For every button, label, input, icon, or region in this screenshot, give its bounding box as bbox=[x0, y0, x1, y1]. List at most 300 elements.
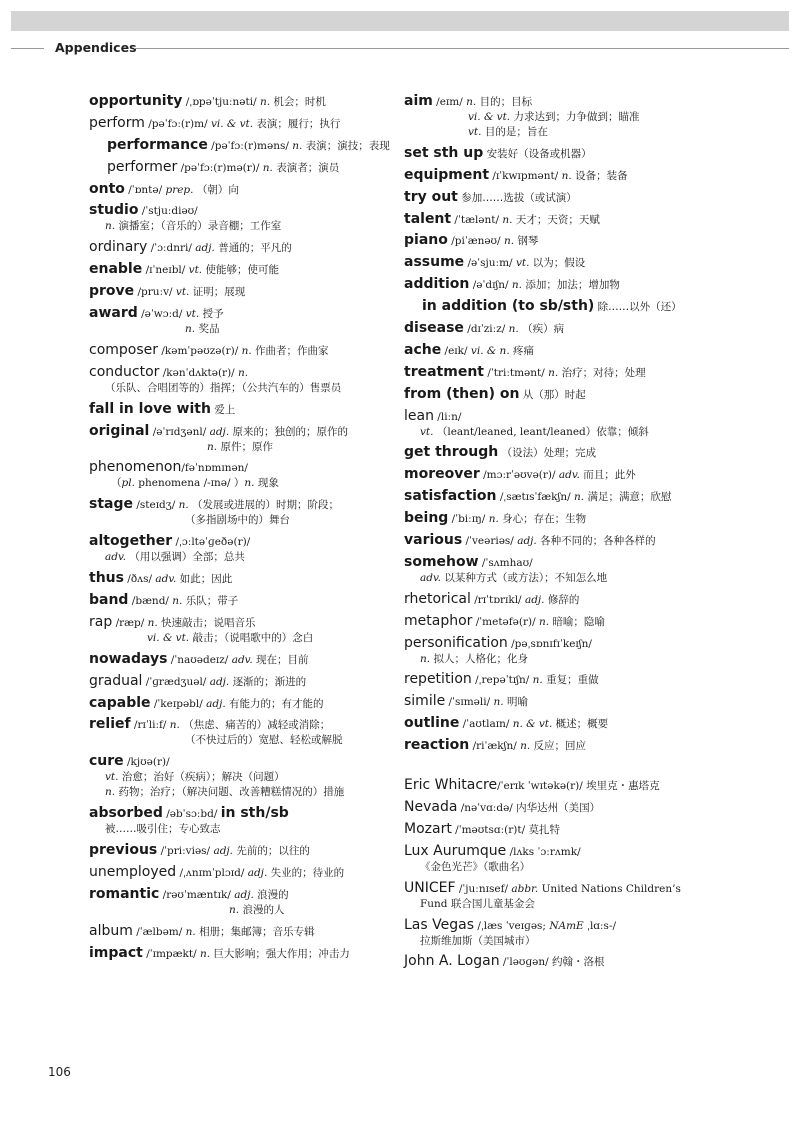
entry-line bbox=[89, 424, 394, 439]
entry-continuation bbox=[404, 425, 734, 439]
headword: disease bbox=[404, 320, 464, 337]
entry-line bbox=[89, 946, 394, 961]
phonetic: /dɪˈziːz/ bbox=[463, 323, 509, 336]
part-of-speech: adv. bbox=[155, 573, 177, 586]
phonetic: /ræp/ bbox=[112, 616, 148, 629]
translation: 各种不同的；各种各样的 bbox=[536, 535, 656, 548]
phonetic: /ˈstjuːdiəʊ/ bbox=[138, 205, 198, 218]
glossary-entry bbox=[89, 717, 394, 747]
headword: thus bbox=[89, 570, 124, 587]
glossary-entry bbox=[89, 674, 394, 689]
phonetic: /ˈɔːdnri/ bbox=[147, 242, 196, 255]
phonetic: /əˈwɔːd/ bbox=[137, 308, 186, 321]
headword: opportunity bbox=[89, 93, 183, 109]
part-of-speech: n. bbox=[511, 279, 523, 292]
headword: repetition bbox=[404, 671, 472, 688]
phonetic: /ˈsʌmhaʊ/ bbox=[478, 556, 533, 569]
headword: previous bbox=[89, 842, 158, 859]
entry-line bbox=[89, 402, 394, 417]
entry-line bbox=[89, 203, 394, 218]
glossary-entry bbox=[89, 497, 394, 527]
glossary-entry bbox=[404, 146, 734, 161]
entry-line bbox=[89, 865, 394, 880]
entry-continuation bbox=[404, 934, 734, 948]
entry-line bbox=[404, 822, 734, 837]
phonetic: /pəˈfɔː(r)mə(r)/ bbox=[177, 161, 263, 174]
part-of-speech: vt. bbox=[468, 126, 482, 138]
part-of-speech: n. bbox=[548, 366, 559, 379]
translation: 约翰・洛根 bbox=[552, 956, 605, 969]
part-of-speech: n. bbox=[169, 719, 180, 732]
headword: from (then) on bbox=[404, 385, 520, 402]
translation: 现象 bbox=[254, 477, 279, 490]
translation: 逐渐的；渐进的 bbox=[229, 675, 307, 688]
headword: somehow bbox=[404, 553, 479, 570]
headword: moreover bbox=[404, 466, 480, 483]
section-title: Appendices bbox=[55, 40, 137, 55]
glossary-entry bbox=[404, 212, 734, 227]
entry-continuation bbox=[89, 770, 394, 784]
translation: 明喻 bbox=[503, 696, 528, 709]
glossary-entry bbox=[89, 138, 394, 153]
translation: 爱上 bbox=[210, 403, 236, 416]
entry-line bbox=[89, 343, 394, 358]
glossary-entry bbox=[89, 696, 394, 711]
headword: album bbox=[89, 922, 133, 939]
part-of-speech: vi. & vt. bbox=[210, 117, 254, 130]
translation: 治疗；对待；处理 bbox=[558, 366, 646, 379]
glossary-entry bbox=[404, 614, 734, 629]
glossary-entry bbox=[404, 954, 734, 969]
phonetic: /kənˈdʌktə(r)/ bbox=[159, 366, 239, 379]
entry-line bbox=[89, 460, 394, 475]
phonetic: /ˈerɪk ˈwɪtəkə(r)/ bbox=[497, 780, 587, 793]
phonetic: /rɪˈtɒrɪkl/ bbox=[470, 593, 525, 606]
phonetic: /ˈveəriəs/ bbox=[462, 535, 518, 548]
glossary-entry bbox=[89, 424, 394, 454]
headword: reaction bbox=[404, 737, 470, 754]
glossary-entry bbox=[404, 387, 734, 402]
translation: 表演；履行；执行 bbox=[253, 117, 341, 130]
headword: try out bbox=[404, 188, 458, 205]
phonetic: /mɔːrˈəʊvə(r)/ bbox=[479, 469, 559, 482]
headword: simile bbox=[404, 693, 446, 710]
glossary-entry bbox=[404, 299, 734, 314]
part-of-speech: n. bbox=[493, 696, 504, 709]
glossary-entry bbox=[89, 284, 394, 299]
glossary-entry bbox=[404, 94, 734, 139]
entry-line bbox=[404, 738, 734, 753]
glossary-entry bbox=[404, 844, 734, 874]
phonetic: /eɪk/ bbox=[441, 344, 471, 357]
part-of-speech: vt. bbox=[105, 771, 119, 784]
entry-continuation bbox=[89, 219, 394, 233]
translation: 从（那）时起 bbox=[519, 388, 586, 401]
headword: in sth/sb bbox=[220, 805, 289, 822]
entry-line bbox=[404, 778, 734, 793]
phonetic: /rəʊˈmæntɪk/ bbox=[159, 888, 235, 901]
glossary-entry bbox=[404, 168, 734, 183]
glossary-entry bbox=[404, 672, 734, 687]
translation: 机会；时机 bbox=[270, 96, 326, 108]
translation: 浪漫的人 bbox=[239, 903, 285, 916]
translation: （乐队、合唱团等的）指挥；（公共汽车的）售票员 bbox=[105, 381, 342, 394]
entry-line bbox=[404, 146, 734, 161]
part-of-speech: n. bbox=[292, 139, 303, 152]
part-of-speech: n. bbox=[178, 499, 189, 512]
phonetic: /ˈɪmpækt/ bbox=[142, 947, 200, 960]
translation: 原来的；独创的；原作的 bbox=[229, 425, 348, 438]
part-of-speech: adj. bbox=[524, 593, 545, 606]
part-of-speech: n. bbox=[262, 161, 273, 174]
header-rule-left bbox=[11, 48, 44, 49]
glossary-entry bbox=[89, 343, 394, 358]
glossary-entry bbox=[89, 365, 394, 395]
entry-continuation bbox=[89, 381, 394, 395]
translation: 满足；满意；欣慰 bbox=[584, 491, 672, 504]
translation: ） bbox=[230, 477, 245, 490]
headword: altogether bbox=[89, 533, 173, 550]
part-of-speech: adj. bbox=[209, 425, 230, 438]
translation: 重复；重做 bbox=[542, 674, 599, 687]
entry-line bbox=[404, 321, 734, 336]
glossary-entry bbox=[89, 924, 394, 939]
part-of-speech: n. bbox=[466, 96, 477, 108]
part-of-speech: n. bbox=[185, 323, 196, 336]
entry-line bbox=[89, 497, 394, 512]
part-of-speech: adv. bbox=[420, 571, 442, 584]
part-of-speech: adj. bbox=[195, 242, 215, 255]
glossary-entry bbox=[404, 778, 734, 793]
glossary-entry bbox=[404, 467, 734, 482]
glossary-entry bbox=[404, 592, 734, 607]
headword: impact bbox=[89, 944, 143, 961]
translation: 钢琴 bbox=[514, 235, 539, 248]
entry-line bbox=[404, 555, 734, 570]
headword: unemployed bbox=[89, 864, 177, 881]
translation: 被……吸引住；专心致志 bbox=[105, 823, 221, 836]
translation: （焦虑、痛苦的）减轻或消除； bbox=[179, 719, 331, 732]
headword: perform bbox=[89, 114, 145, 131]
translation: 如此；因此 bbox=[176, 573, 233, 586]
phonetic: /kjʊə(r)/ bbox=[123, 756, 170, 769]
glossary-entry bbox=[89, 94, 394, 109]
phonetic: /ˌɒpəˈtjuːnəti/ bbox=[182, 96, 260, 108]
phonetic: /riˈækʃn/ bbox=[469, 740, 521, 753]
translation: 表演；演技；表现 bbox=[302, 139, 390, 152]
headword: ache bbox=[404, 341, 442, 358]
part-of-speech: adv. bbox=[558, 469, 580, 482]
entry-line bbox=[404, 844, 734, 859]
headword: in addition (to sb/sth) bbox=[422, 298, 595, 315]
part-of-speech: n. bbox=[574, 491, 585, 504]
translation: 参加……选拔（或试演） bbox=[457, 191, 577, 204]
part-of-speech: vt. bbox=[188, 264, 203, 277]
phonetic: /ˌsætɪsˈfækʃn/ bbox=[496, 491, 575, 504]
entry-line bbox=[404, 716, 734, 731]
glossary-entry bbox=[404, 445, 734, 460]
translation: 演播室；（音乐的）录音棚；工作室 bbox=[115, 220, 282, 233]
glossary-entry bbox=[89, 806, 394, 836]
phonetic: /pəˌsɒnɪfɪˈkeɪʃn/ bbox=[507, 637, 592, 650]
glossary-entry bbox=[89, 240, 394, 255]
translation: 先前的；以往的 bbox=[233, 845, 310, 858]
translation: 联合国儿童基金会 bbox=[450, 897, 535, 910]
headword: treatment bbox=[404, 363, 484, 380]
phonetic: /ˈɡrædʒuəl/ bbox=[142, 675, 210, 688]
headword: rhetorical bbox=[404, 590, 471, 607]
translation: 除……以外（还） bbox=[594, 301, 682, 314]
entry-line bbox=[89, 593, 394, 608]
entry-continuation bbox=[89, 733, 394, 747]
headword: Las Vegas bbox=[404, 916, 474, 933]
translation: 乐队；带子 bbox=[182, 595, 239, 608]
part-of-speech: n. bbox=[229, 903, 240, 916]
translation: 证明；展现 bbox=[189, 286, 246, 299]
glossary-entry bbox=[89, 203, 394, 233]
phonetic: /ˌɔːltəˈɡeðə(r)/ bbox=[172, 536, 251, 549]
phonetic: /ˌrepəˈtɪʃn/ bbox=[471, 674, 533, 687]
translation: 暗喻；隐喻 bbox=[549, 615, 605, 628]
headword: set sth up bbox=[404, 144, 484, 161]
entry-line bbox=[89, 262, 394, 277]
phonetic: /ˈnaʊədeɪz/ bbox=[167, 653, 232, 666]
phonetic: ˌlɑːs-/ bbox=[583, 919, 617, 932]
entry-line bbox=[404, 614, 734, 629]
glossary-entry bbox=[89, 160, 394, 175]
header-rule-right bbox=[134, 48, 789, 49]
translation: 目的是；旨在 bbox=[481, 126, 548, 138]
headword: John A. Logan bbox=[404, 953, 500, 970]
entry-line bbox=[89, 652, 394, 667]
entry-line bbox=[404, 445, 734, 460]
entry-line bbox=[89, 306, 394, 321]
entry-continuation bbox=[404, 125, 734, 139]
part-of-speech: n. bbox=[172, 595, 183, 608]
section-gap bbox=[404, 760, 734, 778]
headword: romantic bbox=[89, 885, 160, 902]
headword: stage bbox=[89, 496, 133, 513]
part-of-speech: adv. bbox=[231, 653, 253, 666]
headword: conductor bbox=[89, 363, 160, 380]
part-of-speech: n. bbox=[241, 344, 252, 357]
translation: 《金色光芒》（歌曲名） bbox=[420, 860, 531, 873]
headword: award bbox=[89, 305, 138, 322]
headword: fall in love with bbox=[89, 400, 211, 417]
phonetic: /ˈpriːviəs/ bbox=[157, 845, 214, 858]
glossary-entry bbox=[89, 843, 394, 858]
entry-line bbox=[404, 918, 734, 933]
glossary-entry bbox=[89, 615, 394, 645]
phonetic: /ˈtælənt/ bbox=[451, 213, 503, 226]
translation: （ bbox=[111, 477, 122, 490]
headword: band bbox=[89, 592, 129, 609]
part-of-speech: vi. & n. bbox=[470, 344, 510, 357]
entry-line bbox=[404, 592, 734, 607]
headword: outline bbox=[404, 715, 460, 732]
phonetic: /eɪm/ bbox=[432, 96, 467, 108]
part-of-speech: n. bbox=[105, 220, 116, 233]
glossary-entry bbox=[404, 716, 734, 731]
headword: get through bbox=[404, 444, 499, 461]
entry-line bbox=[404, 168, 734, 183]
entry-continuation bbox=[89, 903, 394, 917]
part-of-speech: n. bbox=[538, 615, 550, 628]
translation: （发展或进展的）时期；阶段； bbox=[188, 499, 340, 512]
entry-continuation bbox=[89, 631, 394, 645]
glossary-entry bbox=[404, 343, 734, 358]
phonetic: /ˈmetəfə(r)/ bbox=[472, 615, 539, 628]
entry-continuation bbox=[89, 440, 394, 454]
headword: UNICEF bbox=[404, 879, 456, 896]
headword: original bbox=[89, 422, 150, 439]
translation: 奖品 bbox=[195, 323, 220, 336]
phonetic: phenomena /-ɪnə/ bbox=[134, 477, 231, 490]
part-of-speech: vt. bbox=[185, 308, 200, 321]
part-of-speech: n. bbox=[503, 235, 515, 248]
entry-line bbox=[404, 365, 734, 380]
headword: aim bbox=[404, 93, 433, 109]
part-of-speech: prep. bbox=[165, 183, 194, 196]
part-of-speech: n. & vt. bbox=[512, 718, 553, 731]
phonetic: /ɪˈneɪbl/ bbox=[142, 264, 189, 277]
translation: 失业的；待业的 bbox=[267, 867, 345, 880]
translation: 依靠；倾斜 bbox=[596, 425, 649, 438]
part-of-speech: n. bbox=[199, 947, 211, 960]
headword: studio bbox=[89, 202, 139, 219]
headword: cure bbox=[89, 753, 124, 770]
translation: 药物；治疗；（解决问题、改善糟糕情况的）措施 bbox=[115, 786, 345, 799]
translation: 有能力的；有才能的 bbox=[225, 697, 324, 710]
part-of-speech: adj. bbox=[234, 888, 254, 901]
part-of-speech: pl. bbox=[121, 477, 135, 490]
translation: 安装好（设备或机器） bbox=[483, 147, 592, 160]
translation: 添加；加法；增加物 bbox=[522, 279, 620, 292]
glossary-entry bbox=[89, 946, 394, 961]
phonetic: /lʌks ˈɔːrʌmk/ bbox=[506, 845, 581, 858]
phonetic: /ˈləʊɡən/ bbox=[499, 956, 553, 969]
phonetic: /piˈænəʊ/ bbox=[447, 235, 504, 248]
part-of-speech: NAmE bbox=[549, 919, 584, 932]
entry-continuation bbox=[404, 860, 734, 874]
entry-line bbox=[404, 277, 734, 292]
translation: 内华达州（美国） bbox=[516, 801, 601, 814]
glossary-entry bbox=[404, 277, 734, 292]
glossary-entry bbox=[89, 262, 394, 277]
translation: 设备；装备 bbox=[571, 169, 628, 182]
glossary-entry bbox=[404, 511, 734, 526]
translation: 反应；回应 bbox=[530, 740, 587, 753]
entry-line bbox=[422, 299, 734, 314]
phonetic: /ˈtriːtmənt/ bbox=[483, 366, 549, 379]
phonetic: /ɪˈkwɪpmənt/ bbox=[489, 169, 562, 182]
entry-line bbox=[404, 190, 734, 205]
part-of-speech: vt. bbox=[420, 425, 434, 438]
headword: talent bbox=[404, 210, 452, 227]
entry-line bbox=[404, 233, 734, 248]
phonetic: /ˈælbəm/ bbox=[132, 925, 186, 938]
translation: 治愈；治好（疾病）；解决（问题） bbox=[118, 771, 285, 784]
translation: 巨大影响；强大作用；冲击力 bbox=[210, 947, 350, 960]
glossary-entry bbox=[404, 255, 734, 270]
entry-line bbox=[89, 615, 394, 630]
translation: （用以强调）全部；总共 bbox=[126, 551, 245, 564]
headword: personification bbox=[404, 634, 508, 651]
entry-continuation bbox=[89, 513, 394, 527]
headword: performance bbox=[107, 136, 208, 153]
phonetic: /nəˈvɑːdə/ bbox=[457, 801, 517, 814]
part-of-speech: n. bbox=[561, 169, 572, 182]
translation: （疾）病 bbox=[518, 323, 565, 336]
phonetic: /əˈrɪdʒənl/ bbox=[149, 425, 210, 438]
entry-line bbox=[404, 489, 734, 504]
headword: composer bbox=[89, 341, 159, 358]
entry-line bbox=[404, 511, 734, 526]
entry-line bbox=[89, 754, 394, 769]
translation: 浪漫的 bbox=[253, 888, 289, 901]
part-of-speech: n. bbox=[147, 616, 158, 629]
entry-line bbox=[404, 954, 734, 969]
phonetic: /steɪdʒ/ bbox=[133, 499, 179, 512]
part-of-speech: abbr. bbox=[511, 882, 539, 895]
headword: prove bbox=[89, 283, 135, 300]
part-of-speech: adv. bbox=[105, 551, 127, 564]
glossary-entry bbox=[404, 800, 734, 815]
translation: 表演者；演员 bbox=[272, 161, 340, 174]
translation: 天才；天资；天赋 bbox=[512, 213, 600, 226]
translation: （设法）处理；完成 bbox=[498, 447, 597, 460]
glossary-entry bbox=[404, 489, 734, 504]
headword: ordinary bbox=[89, 239, 148, 256]
headword: Eric Whitacre bbox=[404, 777, 498, 794]
part-of-speech: n. bbox=[244, 477, 255, 490]
glossary-entry bbox=[89, 571, 394, 586]
headword: gradual bbox=[89, 672, 143, 689]
translation: 力求达到；力争做到；瞄准 bbox=[510, 111, 640, 123]
glossary-entry bbox=[89, 754, 394, 799]
headword: phenomenon bbox=[89, 459, 182, 476]
glossary-entry bbox=[404, 738, 734, 753]
entry-line bbox=[404, 881, 734, 896]
glossary-entry bbox=[404, 190, 734, 205]
entry-continuation bbox=[89, 785, 394, 799]
part-of-speech: adj. bbox=[206, 697, 226, 710]
headword: Mozart bbox=[404, 820, 452, 837]
headword: relief bbox=[89, 716, 131, 733]
entry-line bbox=[404, 387, 734, 402]
entry-continuation bbox=[89, 550, 394, 564]
entry-line bbox=[107, 138, 394, 153]
translation: （朝）向 bbox=[193, 183, 239, 196]
entry-line bbox=[404, 694, 734, 709]
page-number: 106 bbox=[48, 1065, 71, 1079]
phonetic: /rɪˈliːf/ bbox=[130, 719, 170, 732]
glossary-entry bbox=[89, 887, 394, 917]
translation: 普通的；平凡的 bbox=[214, 242, 292, 255]
translation: （多指剧场中的）舞台 bbox=[185, 514, 290, 527]
headword: assume bbox=[404, 254, 465, 271]
translation: 目的；目标 bbox=[476, 96, 533, 108]
part-of-speech: adj. bbox=[247, 867, 268, 880]
headword: piano bbox=[404, 232, 448, 249]
part-of-speech: vi. & vt. bbox=[147, 631, 190, 644]
headword: metaphor bbox=[404, 612, 473, 629]
headword: satisfaction bbox=[404, 488, 497, 505]
entry-line bbox=[404, 409, 734, 424]
part-of-speech: n. bbox=[207, 440, 218, 453]
headword: Nevada bbox=[404, 798, 458, 815]
translation: 而且；此外 bbox=[579, 469, 636, 482]
